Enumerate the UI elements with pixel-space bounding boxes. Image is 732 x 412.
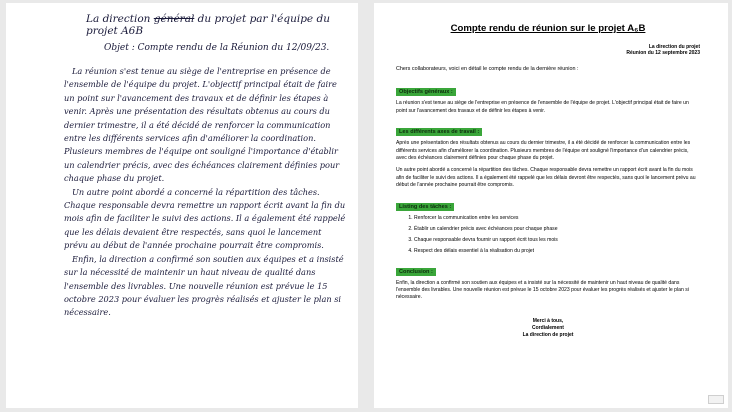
handwritten-paragraph: Un autre point abordé a concerné la répartition des tâches. Chaque responsable devra remettre un rapport écrit avant la fin du mois afin de faciliter le suivi des actions. Il a également été rappelé que les délais devaient être respectés, sans quoi le lancement prévu au début de l'année prochaine pourrait être compromis. bbox=[64, 186, 346, 251]
task-item: 4. Respect des délais essentiel à la réalisation du projet bbox=[414, 248, 700, 254]
objectifs-text: La réunion s'est tenue au siège de l'entreprise en présence de l'ensemble de l'équipe de projet. L'objectif principal était de faire un point sur l'avancement des travaux et de définir les étapes à venir. bbox=[396, 100, 689, 114]
task-item: 1. Renforcer la communication entre les services bbox=[414, 215, 700, 221]
handwritten-object: Objet : Compte rendu de la Réunion du 12/09/23. bbox=[104, 43, 330, 53]
document-meta bbox=[396, 44, 700, 56]
footer-logo-icon bbox=[708, 395, 724, 404]
section-heading-listing: Listing des tâches : bbox=[396, 203, 454, 211]
task-item: 2. Établir un calendrier précis avec échéances pour chaque phase bbox=[414, 226, 700, 232]
section-heading-conclusion: Conclusion : bbox=[396, 268, 436, 276]
typed-page bbox=[374, 3, 728, 408]
task-item: 3. Chaque responsable devra fournir un rapport écrit tous les mois bbox=[414, 237, 700, 243]
handwritten-paragraph: Enfin, la direction a confirmé son soutien aux équipes et a insisté sur la nécessité de maintenir un haut niveau de qualité dans l'ensemble des livrables. Une nouvelle réunion est prévue le 15 octobre 2023 pour évaluer les progrès réalisés et ajuster le plan si nécessaire. bbox=[64, 253, 344, 318]
meta-author: La direction du projet bbox=[648, 44, 700, 50]
signature-line: Cordialement bbox=[532, 324, 564, 331]
travaux-text: Après une présentation des résultats obtenus au cours du dernier trimestre, il a été décidé de renforcer la communication entre les différents services afin d'améliorer la coordination. Plusieurs membres de l'équipe ont souligné l'importance d'un calendrier précis, avec des échéances clairement définies pour chaque phase du projet. bbox=[396, 140, 691, 162]
section-heading-objectifs: Objectifs généraux : bbox=[396, 88, 456, 96]
document-title: Compte rendu de réunion sur le projet A₆B bbox=[450, 23, 646, 34]
handwritten-title-part: La direction bbox=[86, 13, 154, 25]
intro-text: Chers collaborateurs, voici en détail le compte rendu de la dernière réunion : bbox=[396, 66, 579, 73]
handwritten-title bbox=[86, 13, 346, 37]
conclusion-text: Enfin, la direction a confirmé son soutien aux équipes et a insisté sur la nécessité de maintenir un haut niveau de qualité dans l'ensemble des livrables. Une nouvelle réunion est prévue le 15 octobre 2023 pour évaluer les progrès réalisés et ajuster le plan si nécessaire. bbox=[396, 279, 689, 301]
handwritten-title-strikeout: général bbox=[153, 13, 195, 25]
meta-date: Réunion du 12 septembre 2023 bbox=[626, 50, 700, 57]
handwritten-title-part: du projet par l'équipe du projet A6B bbox=[86, 13, 330, 37]
task-list bbox=[396, 215, 700, 254]
signature-block bbox=[396, 318, 700, 339]
signature-line: Merci à tous, bbox=[532, 317, 564, 324]
section-heading-travaux: Les différents axes de travail : bbox=[396, 128, 482, 136]
handwritten-paragraph: La réunion s'est tenue au siège de l'entreprise en présence de l'ensemble de l'équipe du projet. L'objectif principal était de faire un point sur l'avancement des travaux et de définir les étapes à venir. Après une présentation des résultats obtenus au cours du dernier trimestre, il a été décidé de renforcer la communication entre les différents services afin d'améliorer la coordination. Plusieurs membres de l'équipe ont souligné l'importance d'établir un calendrier précis, avec des échéances clairement définies pour chaque phase du projet. bbox=[64, 66, 340, 184]
travaux-text: Un autre point abordé a concerné la répartition des tâches. Chaque responsable devra remettre un rapport écrit avant la fin du mois afin de faciliter le suivi des actions. Il a également été rappelé que les délais devront être respectés, sans quoi le lancement prévu au début de l'année prochaine pourrait être compromis. bbox=[396, 167, 696, 189]
signature-line: La direction de projet bbox=[522, 331, 574, 338]
handwritten-page bbox=[6, 3, 358, 408]
